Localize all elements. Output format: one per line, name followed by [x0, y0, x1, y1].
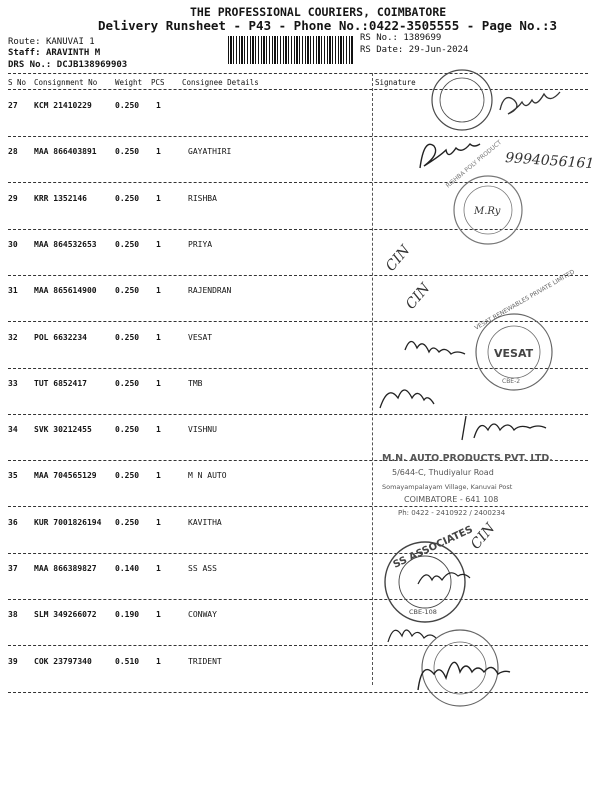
signature-row-28 — [420, 144, 480, 168]
ss-associates-stamp — [385, 542, 465, 622]
vesat-stamp-text: VESAT — [494, 347, 534, 360]
row-consignee: VESAT — [188, 332, 213, 342]
signature-row-39 — [418, 662, 510, 690]
column-weight: Weight — [115, 78, 143, 87]
row-weight: 0.250 — [115, 517, 140, 527]
row-weight: 0.190 — [115, 610, 140, 620]
vesat-city-text: CBE-2 — [502, 378, 521, 385]
row-consignee: CONWAY — [188, 610, 217, 620]
row-consignment: MAA 864532653 — [34, 239, 97, 249]
ring-stamp-top — [432, 70, 492, 130]
row-weight: 0.250 — [115, 471, 140, 481]
row-consignment: POL 6632234 — [34, 332, 87, 342]
row-divider — [8, 182, 588, 183]
mn-auto-stamp — [382, 453, 553, 517]
row-consignment: MAA 866389827 — [34, 564, 97, 573]
row-divider — [8, 645, 588, 646]
row-sno: 34 — [8, 425, 18, 435]
row-pcs: 1 — [156, 147, 161, 157]
row-pcs: 1 — [156, 239, 161, 249]
row-pcs: 1 — [156, 286, 161, 296]
mn-line-1: M.N. AUTO PRODUCTS PVT. LTD. — [382, 453, 553, 464]
row-consignee: RAJENDRAN — [188, 286, 232, 296]
row-divider — [8, 692, 588, 693]
row-pcs: 1 — [156, 656, 161, 666]
row-consignee: RISHBA — [188, 193, 217, 203]
row-pcs: 1 — [156, 378, 161, 388]
row-consignment: KUR 7001826194 — [34, 517, 102, 527]
row-sno: 36 — [8, 517, 18, 527]
row-consignee: GAYATHIRI — [188, 147, 232, 157]
signature-row-38 — [388, 630, 436, 642]
row-divider — [8, 414, 588, 415]
initials-row-31: CIN — [402, 280, 434, 313]
header-rule-top — [8, 73, 588, 74]
row-consignment: KCM 21410229 — [34, 101, 92, 110]
row-weight: 0.510 — [115, 656, 140, 666]
row-consignment: MAA 866403891 — [34, 147, 97, 157]
row-pcs: 1 — [156, 332, 161, 342]
rs-no-label: RS No.: — [360, 33, 398, 43]
signature-row-34 — [462, 416, 546, 440]
row-weight: 0.250 — [115, 378, 140, 388]
mn-line-3: Somayampalayam Village, Kanuvai Post — [382, 483, 513, 491]
row-divider — [8, 599, 588, 600]
signature-row-37 — [418, 573, 470, 584]
row-pcs: 1 — [156, 564, 161, 573]
row-weight: 0.250 — [115, 425, 140, 435]
header-rule-bottom — [8, 89, 588, 90]
row-pcs: 1 — [156, 471, 161, 481]
row-consignee: KAVITHA — [188, 517, 222, 527]
row-weight: 0.250 — [115, 239, 140, 249]
row-sno: 32 — [8, 332, 18, 342]
row-consignment: KRR 1352146 — [34, 193, 87, 203]
signature-divider — [372, 73, 373, 685]
initials-row-30: CIN — [382, 242, 414, 275]
staff-line — [8, 48, 100, 58]
ry-stamp-text: M.Ry — [474, 206, 501, 217]
rs-no-value: 1389699 — [403, 33, 442, 43]
row-pcs: 1 — [156, 101, 161, 110]
row-divider — [8, 136, 588, 137]
row-consignment: COK 23797340 — [34, 656, 92, 666]
column-pcs: PCS — [151, 78, 165, 87]
row-consignee: TMB — [188, 378, 203, 388]
initials-row-36: CIN — [467, 520, 499, 553]
route-line — [8, 37, 95, 47]
column-sno: S No — [8, 78, 27, 87]
row-sno: 33 — [8, 378, 18, 388]
row-sno: 38 — [8, 610, 18, 620]
row-weight: 0.250 — [115, 193, 140, 203]
drs-line — [8, 60, 127, 70]
mn-line-4: COIMBATORE - 641 108 — [404, 495, 499, 504]
row-divider — [8, 321, 588, 322]
phone-note: 9994056161 — [504, 150, 595, 173]
row-divider — [8, 368, 588, 369]
ring-stamp-bottom — [422, 630, 498, 706]
mn-line-2: 5/644-C, Thudiyalur Road — [392, 468, 494, 477]
rs-date-line — [360, 45, 468, 55]
staff-label: Staff: — [8, 48, 41, 58]
row-divider — [8, 460, 588, 461]
rishba-stamp — [454, 176, 522, 244]
row-consignee: PRIYA — [188, 239, 213, 249]
vesat-stamp — [476, 314, 552, 390]
rishba-ring-text: RISHBA POLY PRODUCT — [444, 139, 504, 190]
row-divider — [8, 275, 588, 276]
staff-value: ARAVINTH M — [45, 48, 101, 58]
row-pcs: 1 — [156, 517, 161, 527]
mn-line-5: Ph: 0422 - 2410922 / 2400234 — [398, 509, 506, 517]
route-label: Route: — [8, 37, 41, 47]
rs-date-value: 29-Jun-2024 — [408, 45, 469, 55]
row-sno: 37 — [8, 564, 18, 573]
signature-row-27 — [500, 92, 560, 114]
row-consignment: SLM 349266072 — [34, 610, 97, 620]
route-value: KANUVAI 1 — [45, 37, 95, 47]
row-sno: 27 — [8, 101, 18, 110]
ss-city-text: CBE-108 — [409, 608, 437, 616]
column-consignee: Consignee Details — [182, 78, 259, 87]
row-pcs: 1 — [156, 610, 161, 620]
signature-row-32 — [405, 341, 465, 354]
rs-no-line — [360, 33, 441, 43]
row-consignee: TRIDENT — [188, 656, 222, 666]
row-consignment: MAA 865614900 — [34, 286, 97, 296]
row-pcs: 1 — [156, 193, 161, 203]
row-sno: 39 — [8, 656, 18, 666]
document-subtitle: Delivery Runsheet - P43 - Phone No.:0422-3505555 - Page No.:3 — [98, 18, 558, 33]
row-weight: 0.250 — [115, 147, 140, 157]
row-divider — [8, 553, 588, 554]
row-sno: 28 — [8, 147, 18, 157]
rs-date-label: RS Date: — [360, 45, 404, 55]
row-weight: 0.250 — [115, 332, 140, 342]
signature-row-33 — [380, 390, 434, 408]
row-weight: 0.250 — [115, 101, 140, 110]
drs-label: DRS No.: — [8, 60, 52, 70]
row-sno: 29 — [8, 193, 18, 203]
row-consignee: M N AUTO — [188, 471, 227, 481]
column-signature: Signature — [375, 78, 416, 87]
row-consignee: SS ASS — [188, 564, 217, 573]
row-sno: 31 — [8, 286, 18, 296]
ss-ring-text: SS ASSOCIATES — [391, 524, 475, 571]
column-consignment: Consignment No — [34, 78, 98, 87]
row-sno: 30 — [8, 239, 18, 249]
row-sno: 35 — [8, 471, 18, 481]
drs-value: DCJB138969903 — [56, 60, 128, 70]
row-consignment: TUT 6852417 — [34, 378, 87, 388]
row-weight: 0.140 — [115, 564, 140, 573]
row-pcs: 1 — [156, 425, 161, 435]
row-divider — [8, 506, 588, 507]
vesat-ring-text: VESAT RENEWABLES PRIVATE LIMITED — [473, 268, 577, 332]
row-consignee: VISHNU — [188, 425, 217, 435]
row-consignment: MAA 704565129 — [34, 471, 97, 481]
row-consignment: SVK 30212455 — [34, 425, 92, 435]
row-weight: 0.250 — [115, 286, 140, 296]
barcode — [228, 36, 354, 64]
document-title: THE PROFESSIONAL COURIERS, COIMBATORE — [190, 5, 447, 19]
row-divider — [8, 229, 588, 230]
